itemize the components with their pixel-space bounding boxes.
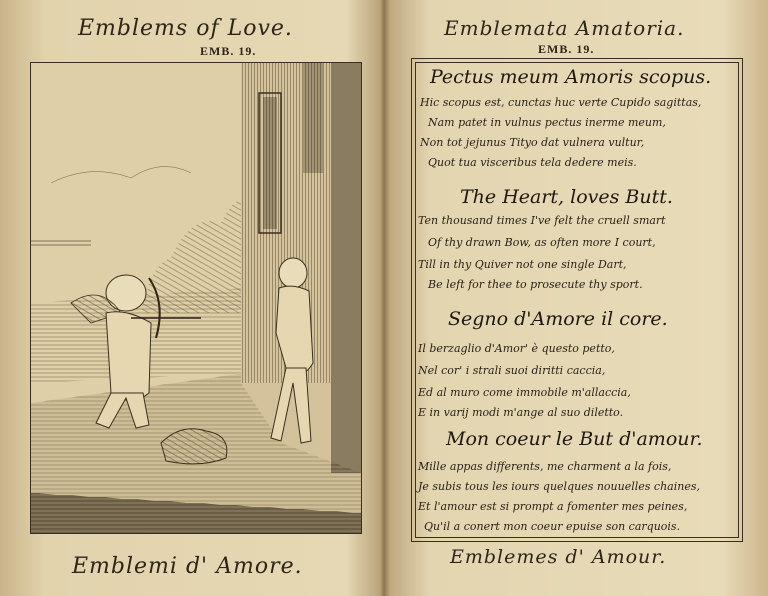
left-page [0, 0, 382, 596]
verse-line: Be left for thee to prosecute thy sport. [428, 278, 643, 291]
english-motto: The Heart, loves Butt. [460, 186, 673, 208]
right-page-header: Emblemata Amatoria. [444, 16, 685, 40]
verse-line: Nel cor' i strali suoi diritti caccia, [418, 364, 606, 377]
verse-line: Je subis tous les iours quelques nouuelles chaines, [418, 480, 700, 493]
verse-line: E in varij modi m'ange al suo diletto. [418, 406, 624, 419]
verse-line: Et l'amour est si prompt a fomenter mes peines, [418, 500, 688, 513]
verse-line: Till in thy Quiver not one single Dart, [418, 258, 627, 271]
right-emblem-number: EMB. 19. [538, 42, 595, 56]
verse-line: Quot tua visceribus tela dedere meis. [428, 156, 637, 169]
french-motto: Mon coeur le But d'amour. [446, 428, 703, 450]
verse-line: Ed al muro come immobile m'allaccia, [418, 386, 631, 399]
latin-motto: Pectus meum Amoris scopus. [430, 66, 712, 88]
right-page-footer: Emblemes d' Amour. [450, 546, 667, 568]
verse-line: Hic scopus est, cunctas huc verte Cupido sagittas, [420, 96, 702, 109]
verse-line: Mille appas differents, me charment a la fois, [418, 460, 672, 473]
italian-motto: Segno d'Amore il core. [448, 308, 668, 330]
left-page-header: Emblems of Love. [78, 16, 293, 41]
left-page-footer: Emblemi d' Amore. [72, 554, 303, 579]
verse-line: Il berzaglio d'Amor' è questo petto, [418, 342, 615, 355]
verse-line: Nam patet in vulnus pectus inerme meum, [428, 116, 666, 129]
verse-line: Non tot jejunus Tityo dat vulnera vultur, [420, 136, 645, 149]
engraving-plate [30, 62, 362, 534]
cupid-archer-engraving [31, 63, 361, 533]
verse-line: Of thy drawn Bow, as often more I court, [428, 236, 656, 249]
verse-line: Qu'il a conert mon coeur epuise son carquois. [424, 520, 681, 533]
verse-line: Ten thousand times I've felt the cruell smart [418, 214, 666, 227]
left-emblem-number: EMB. 19. [200, 44, 257, 58]
